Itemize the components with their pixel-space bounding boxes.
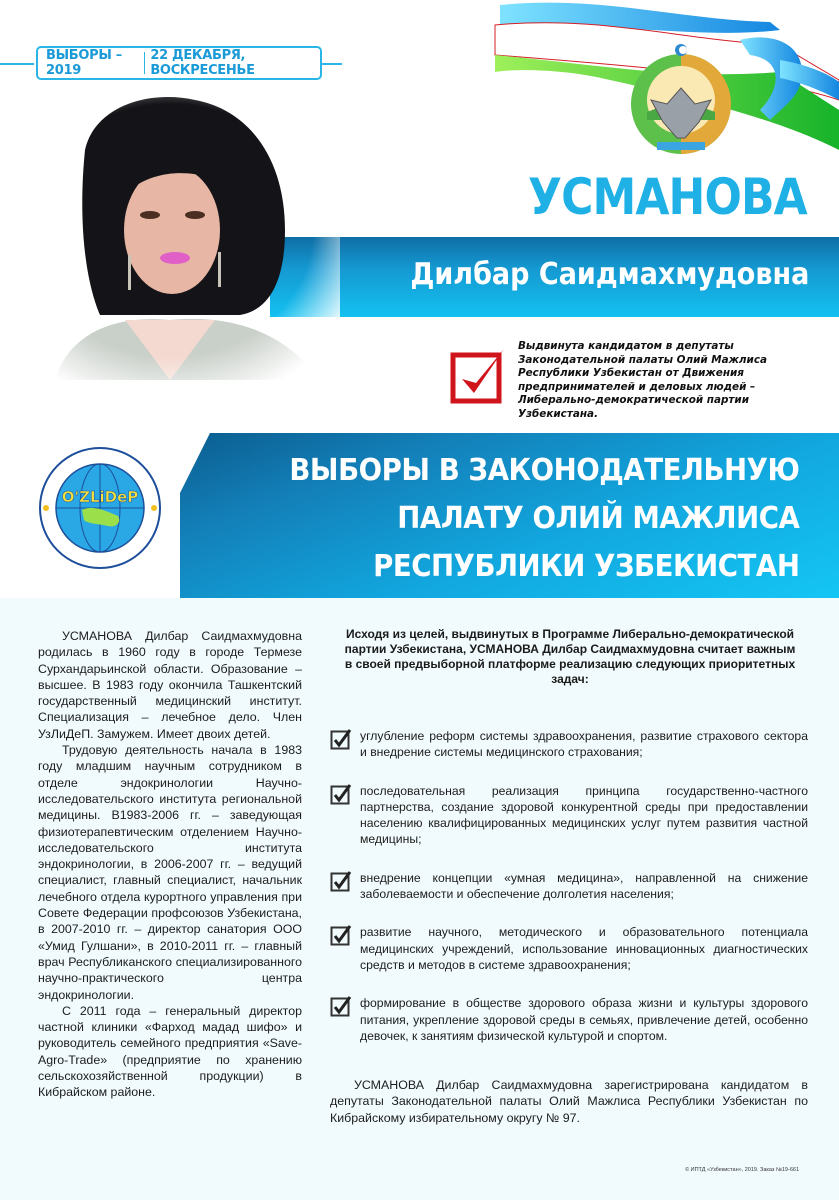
print-imprint: © ИПТД «Узбекистан», 2019. Заказ №19-661 [685, 1167, 799, 1173]
red-checkmark-icon [450, 347, 508, 405]
state-emblem-image [625, 42, 737, 158]
nomination-line: предпринимателей и деловых людей – [518, 380, 756, 393]
priority-task-text: развитие научного, методического и образовательного потенциала медицинских учреждений, использование инновационных диагностических средств и методов в системе здравоохранения; [360, 925, 808, 972]
nomination-line: Законодательной палаты Олий Мажлиса [518, 353, 767, 366]
election-title-line: ВЫБОРЫ В ЗАКОНОДАТЕЛЬНУЮ [288, 453, 799, 488]
priority-task [330, 924, 808, 973]
election-title-line: ПАЛАТУ ОЛИЙ МАЖЛИСА [396, 501, 799, 536]
badge-election-year: ВЫБОРЫ – 2019 [46, 48, 122, 78]
badge-election-date: 22 ДЕКАБРЯ, ВОСКРЕСЕНЬЕ [150, 48, 255, 78]
party-logo-wordmark: O'ZLiDeP [61, 488, 139, 506]
checkbox-checked-icon [330, 783, 352, 805]
biography-paragraph: Трудовую деятельность начала в 1983 году младшим научным сотрудником в отделе эндокринологии Научно-исследовательского института региональной медицины. В1983-2006 гг. – заведующая физиотерапевтическим отделением Научно-исследовательского института эндокринологии, в 2006-2007 гг. – ведущий специалист, главный специалист, начальник лечебного отдела курортного управления при Совете Федерации профсоюзов Узбекистана, в 2007-2010 гг. – директор санатория ООО «Умид Гулшани», в 2010-2011 гг. – главный врач Республиканского специализированного научно-практического центра эндокринологии. [38, 743, 302, 1002]
nomination-line: Республики Узбекистан от Движения [518, 367, 744, 380]
candidate-given-names: Дилбар Саидмахмудовна [410, 257, 809, 292]
biography-paragraph: С 2011 года – генеральный директор частной клиники «Фарход мадад шифо» и руководитель семейного предприятия «Save-Agro-Trade» (предприятие по хранению сельскохозяйственной продукции) в Кибрайском районе. [38, 1003, 302, 1100]
nomination-line: Либерально-демократической партии [518, 394, 749, 407]
priority-tasks-list [330, 728, 808, 1066]
header-rule-left [0, 63, 34, 65]
priority-task-text: последовательная реализация принципа государственно-частного партнерства, создание здоровой конкурентной среды при предоставлении населению квалифицированных медицинских услуг путем развития частной медицины; [360, 783, 808, 847]
nomination-text [518, 340, 838, 422]
checkbox-checked-icon [330, 728, 352, 750]
party-logo-image [38, 446, 162, 570]
priority-task-text: углубление реформ системы здравоохранения, развитие страхового сектора и внедрение системы медицинского страхования; [360, 729, 808, 760]
nomination-line: Выдвинута кандидатом в депутаты [518, 340, 734, 352]
election-date-badge [36, 46, 322, 80]
priority-task [330, 728, 808, 761]
nomination-line: Узбекистана. [518, 407, 599, 420]
checkbox-checked-icon [330, 995, 352, 1017]
checkbox-checked-icon [330, 924, 352, 946]
badge-divider [144, 52, 145, 74]
priority-task [330, 870, 808, 903]
candidate-surname: УСМАНОВА [528, 168, 807, 226]
biography-paragraph: УСМАНОВА Дилбар Саидмахмудовна родилась в 1960 году в городе Термезе Сурхандарьинской области. Образование – высшее. В 1983 году окончила Ташкентский государственный медицинский институт. Специализация – лечебное дело. Член УзЛиДеП. Замужем. Имеет двоих детей. [38, 629, 302, 741]
priority-task [330, 783, 808, 848]
candidate-portrait-image [0, 80, 340, 380]
header-rule-right [322, 63, 342, 65]
candidate-biography [38, 628, 302, 1101]
priority-task-text: внедрение концепции «умная медицина», направленной на снижение заболеваемости и обеспечение долголетия населения; [360, 870, 808, 902]
election-title-line: РЕСПУБЛИКИ УЗБЕКИСТАН [372, 549, 799, 584]
registration-statement: УСМАНОВА Дилбар Саидмахмудовна зарегистрирована кандидатом в депутаты Законодательной палаты Олий Мажлиса Республики Узбекистан по Кибрайскому избирательному округу № 97. [330, 1078, 808, 1125]
priority-task-text: формирование в обществе здорового образа жизни и культуры здорового питания, укрепление здоровой среды в семьях, привлечение детей, особенно девочек, к занятиям физической культурой и спортом. [360, 996, 808, 1043]
checkbox-checked-icon [330, 870, 352, 892]
priority-task [330, 995, 808, 1044]
election-title [245, 447, 799, 591]
program-intro: Исходя из целей, выдвинутых в Программе Либерально-демократической партии Узбекистана, УСМАНОВА Дилбар Саидмахмудовна считает важным в своей предвыборной платформе реализацию следующих приоритетных задач: [344, 627, 796, 686]
